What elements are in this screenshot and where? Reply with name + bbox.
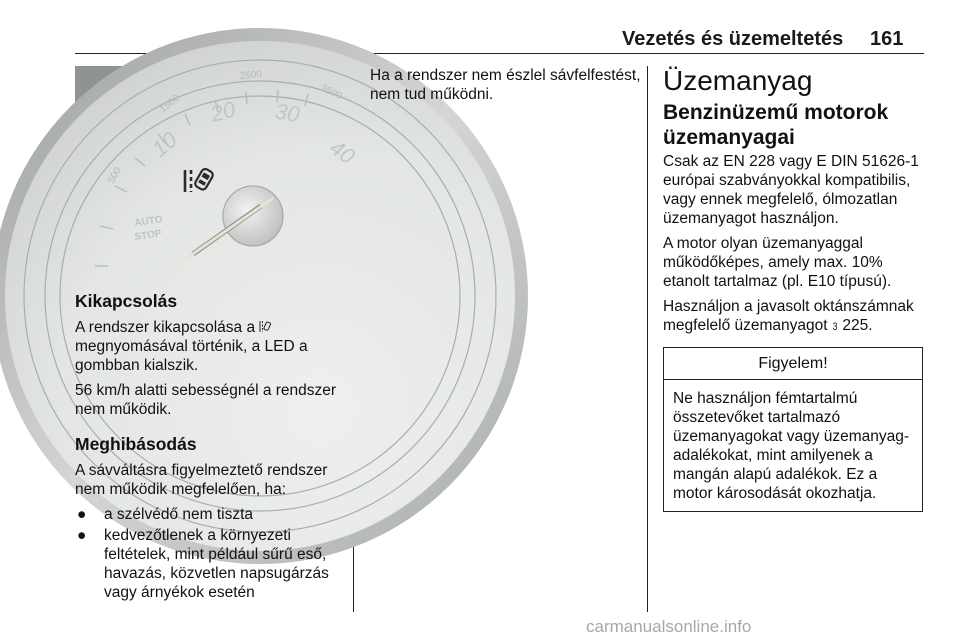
paragraph xyxy=(663,297,925,337)
page-header-title: Vezetés és üzemeltetés xyxy=(622,28,844,50)
right-column xyxy=(663,66,925,512)
paragraph-text: megnyomásával történik, a LED a gombban kialszik. xyxy=(75,338,308,374)
gauge-speed-label: 20 xyxy=(207,96,238,127)
condition-list xyxy=(75,505,345,602)
bullet-icon: ● xyxy=(77,506,87,523)
gauge-svg xyxy=(75,66,360,277)
warning-title: Figyelem! xyxy=(664,348,922,380)
list-item xyxy=(75,526,345,602)
list-item xyxy=(75,505,345,524)
paragraph: Csak az EN 228 vagy E DIN 51626-1 európai szabványokkal kompatibilis, vagy ennek megfelelő, ólmozatlan üzemanyagot használjon. xyxy=(663,153,919,227)
watermark: carmanualsonline.info xyxy=(586,617,752,636)
paragraph xyxy=(75,318,345,375)
subsection-title: Benzinüzemű motorok üzemanyagai xyxy=(663,101,889,149)
gauge-tick-label: 3500 xyxy=(318,82,344,103)
left-column xyxy=(75,290,345,604)
gauge-tick-label: 2500 xyxy=(239,69,263,82)
section-heading-kikapcsolas: Kikapcsolás xyxy=(75,291,178,311)
page-reference-number[interactable]: 225. xyxy=(842,317,873,334)
auto-stop-label-line2: STOP xyxy=(133,228,163,243)
page-reference-icon[interactable]: 3 xyxy=(832,321,838,333)
paragraph-text: A rendszer kikapcsolása a xyxy=(75,319,256,336)
paragraph: A motor olyan üzemanyaggal működőképes, amely max. 10% etanolt tartalmaz (pl. E10 típusú). xyxy=(663,235,892,290)
paragraph: 56 km/h alatti sebességnél a rendszer nem működik. xyxy=(75,382,337,418)
section-heading-meghibasodas: Meghibásodás xyxy=(75,434,197,454)
warning-box xyxy=(663,347,923,512)
needle-hub xyxy=(223,186,283,246)
page-number: 161 xyxy=(870,28,904,50)
warning-body: Ne használjon fémtartalmú összetevőket tartalmazó üzemanyagokat vagy üzemanyag-adalékokat, mint amilyenek a mangán alapú adalékok. Ez a motor károsodását okozhatja. xyxy=(673,390,910,502)
list-item-text: kedvezőtlenek a környezeti feltételek, mint például sűrű eső, havazás, közvetlen napsugárzás vagy árnyékok esetén xyxy=(104,527,329,601)
bullet-icon: ● xyxy=(77,527,87,544)
gauge-tick-label: 1500 xyxy=(157,92,182,116)
paragraph: Ha a rendszer nem észlel sávfelfestést, nem tud működni. xyxy=(370,67,641,103)
column-divider-right xyxy=(647,66,648,612)
paragraph: A sávváltásra figyelmeztető rendszer nem működik megfelelően, ha: xyxy=(75,462,328,498)
section-title-uzemanyag: Üzemanyag xyxy=(663,65,813,96)
gauge-speed-label: 30 xyxy=(273,98,302,128)
gauge-speed-label: 10 xyxy=(147,126,182,162)
gauge-speed-label: 40 xyxy=(325,134,360,170)
gauge-illustration xyxy=(75,66,360,277)
auto-stop-label-line1: AUTO xyxy=(133,214,164,229)
middle-column xyxy=(370,66,650,110)
lane-departure-icon xyxy=(259,320,271,333)
gauge-tick-label: 500 xyxy=(106,165,124,186)
paragraph-text: Használjon a javasolt oktánszámnak megfelelő üzemanyagot xyxy=(663,298,914,334)
list-item-text: a szélvédő nem tiszta xyxy=(104,506,254,523)
